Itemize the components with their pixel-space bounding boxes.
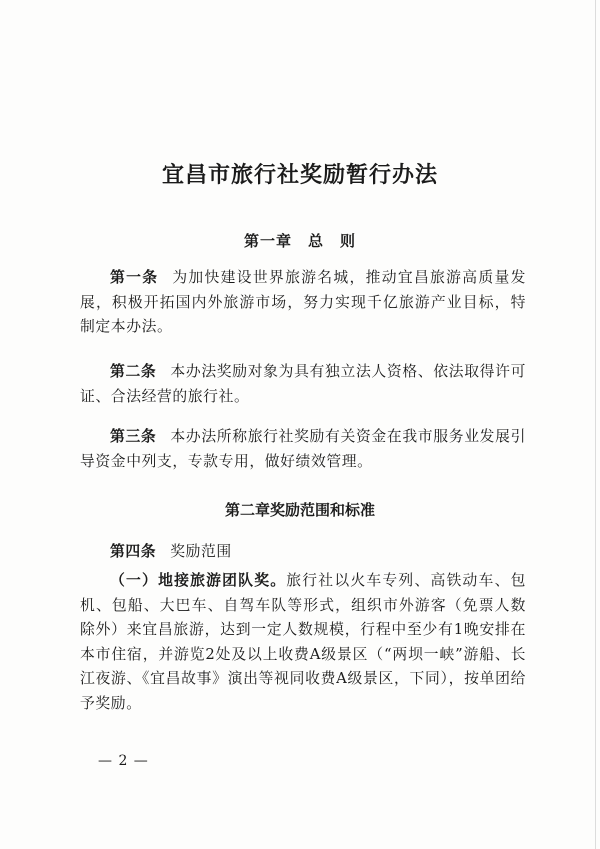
document-title: 宜昌市旅行社奖励暂行办法 [161,162,438,188]
article-4 [80,540,526,565]
article-number: 第四条 [110,543,157,560]
item-1-paragraph [80,569,526,717]
page-edge [595,0,596,849]
article-number: 第三条 [110,428,157,445]
article-text: 本办法所称旅行社奖励有关资金在我市服务业发展引导资金中列支，专款专用，做好绩效管理。 [80,428,526,470]
article-text: 奖励范围 [170,543,232,560]
item-text: 旅行社以火车专列、高铁动车、包机、包船、大巴车、自驾车队等形式，组织市外游客（免票人数除外）来宜昌旅游，达到一定人数规模，行程中至少有1晚安排在本市住宿，并游览2处及以上收费A级景区（“两坝一峡”游船、长江夜游、《宜昌故事》演出等视同收费A级景区，下同），按单团给予奖励。 [80,572,526,712]
chapter-heading-2: 第二章奖励范围和标准 [224,501,375,519]
article-2 [80,360,526,409]
article-number: 第二条 [110,363,157,380]
article-3 [80,425,526,474]
article-number: 第一条 [110,269,159,286]
article-1 [80,266,526,340]
page-number: — 2 — [98,753,149,769]
item-heading: （一）地接旅游团队奖。 [110,572,287,589]
article-text: 为加快建设世界旅游名城，推动宜昌旅游高质量发展，积极开拓国内外旅游市场，努力实现千亿旅游产业目标，特制定本办法。 [80,269,526,336]
article-text: 本办法奖励对象为具有独立法人资格、依法取得许可证、合法经营的旅行社。 [80,363,526,405]
chapter-heading-1: 第一章 总 则 [243,232,356,250]
